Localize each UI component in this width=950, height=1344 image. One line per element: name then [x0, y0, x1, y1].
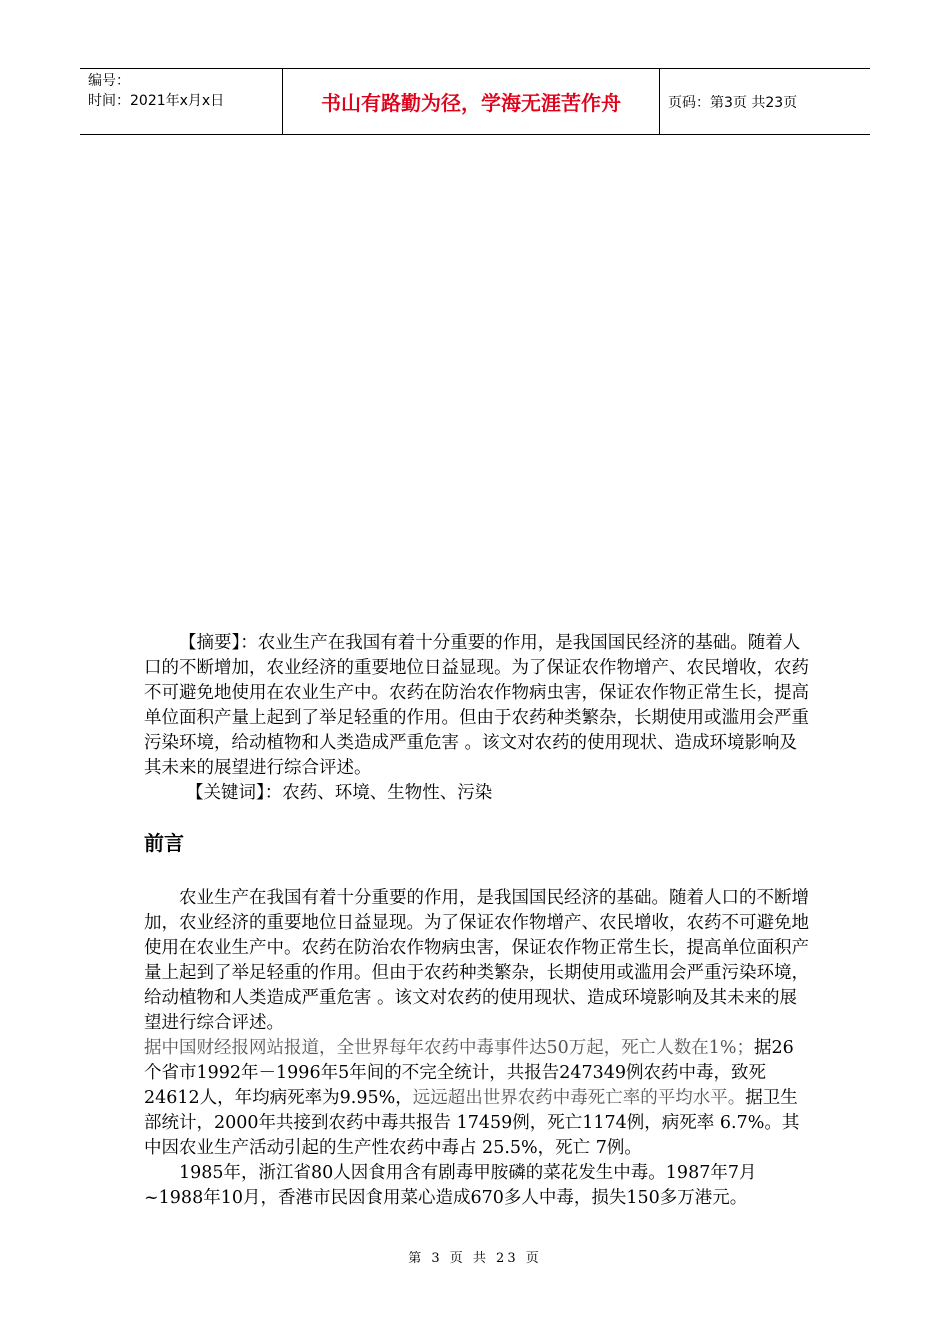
statistics-survey-text: 据26个省市1992年－1996年5年间的不完全统计，共报告247349例农药中毒，致死24612人，年均病死率为9.95%，: [144, 1038, 794, 1108]
page-footer: 第 3 页 共 23 页: [408, 1251, 542, 1266]
header-page-number: 页码：第3页 共23页: [668, 94, 798, 111]
document-date-label: 时间：2021年x月x日: [88, 93, 225, 109]
document-number-label: 编号：: [88, 73, 130, 89]
keywords-line: 【关键词】：农药、环境、生物性、污染: [186, 783, 493, 803]
document-body: [144, 631, 809, 1211]
statistics-paragraph: [144, 1036, 809, 1161]
section-heading: 前言: [144, 831, 184, 855]
header-motto: 书山有路勤为径，学海无涯苦作舟: [283, 69, 660, 134]
incidents-paragraph: 1985年，浙江省80人因食用含有剧毒甲胺磷的菜花发生中毒。1987年7月~1988年10月，香港市民因食用菜心造成670多人中毒，损失150多万港元。: [144, 1163, 757, 1208]
intro-paragraph: 农业生产在我国有着十分重要的作用，是我国国民经济的基础。随着人口的不断增加，农业经济的重要地位日益显现。为了保证农作物增产、农民增收，农药不可避免地使用在农业生产中。农药在防治农作物病虫害，保证农作物正常生长，提高单位面积产量上起到了举足轻重的作用。但由于农药种类繁杂，长期使用或滥用会严重污染环境，给动植物和人类造成严重危害 。该文对农药的使用现状、造成环境影响及其未来的展望进行综合评述。: [144, 888, 809, 1033]
statistics-source-text: 据中国财经报网站报道，全世界每年农药中毒事件达50万起，死亡人数在1%；: [144, 1038, 755, 1058]
abstract-paragraph: 【摘要】：农业生产在我国有着十分重要的作用，是我国国民经济的基础。随着人口的不断增加，农业经济的重要地位日益显现。为了保证农作物增产、农民增收，农药不可避免地使用在农业生产中。农药在防治农作物病虫害，保证农作物正常生长，提高单位面积产量上起到了举足轻重的作用。但由于农药种类繁杂，长期使用或滥用会严重污染环境，给动植物和人类造成严重危害 。该文对农药的使用现状、造成环境影响及其未来的展望进行综合评述。: [144, 633, 809, 778]
statistics-comparison-text: 远远超出世界农药中毒死亡率的平均水平。: [412, 1088, 746, 1108]
statistics-ministry-text: 据卫生部统计，2000年共接到农药中毒共报告 17459例，死亡1174例，病死率 6.7%。其中因农业生产活动引起的生产性农药中毒占 25.5%，死亡 7例。: [144, 1088, 800, 1158]
header-info-cell: [80, 69, 283, 134]
page-header: [80, 68, 870, 135]
